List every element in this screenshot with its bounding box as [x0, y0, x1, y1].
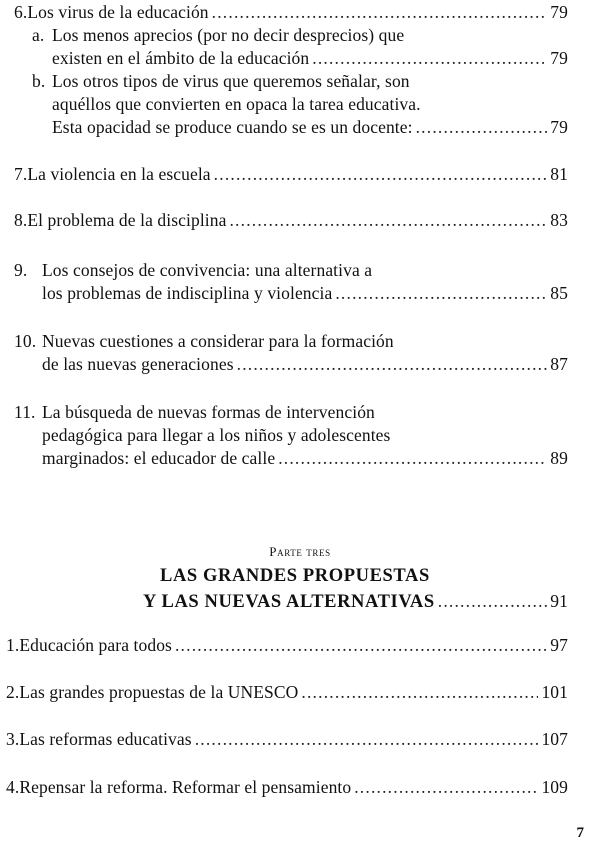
entry-title: Educación para todos [19, 635, 172, 655]
folio-page-number: 7 [576, 825, 584, 841]
entry-title-line2: los problemas de indisciplina y violencia [42, 283, 333, 303]
entry-title-line1: Nuevas cuestiones a considerar para la formación [42, 331, 394, 351]
entry-title: Los virus de la educación [27, 2, 209, 22]
entry-title-line1: Los menos aprecios (por no decir desprecios) que [52, 25, 405, 45]
dot-leader [438, 590, 548, 613]
dot-leader [278, 447, 547, 470]
page-number: 79 [550, 2, 568, 22]
entry-title-line2: aquéllos que convierten en opaca la tarea educativa. [52, 94, 421, 114]
entry-title-line2: de las nuevas generaciones [42, 354, 234, 374]
entry-number: 8. [14, 210, 28, 230]
entry-title: La violencia en la escuela [27, 164, 211, 184]
entry-number: 9. [14, 260, 28, 280]
entry-title-line1: Los otros tipos de virus que queremos señalar, son [52, 71, 410, 91]
entry-number: 10. [14, 331, 37, 351]
dot-leader [237, 353, 548, 376]
dot-leader [229, 209, 547, 232]
entry-number: 6. [14, 2, 28, 22]
entry-number: 1. [6, 635, 20, 655]
toc-entry-9 [14, 259, 568, 305]
dot-leader [354, 776, 538, 799]
toc-entry-p3 [6, 728, 568, 751]
entry-title: Repensar la reforma. Reformar el pensamiento [19, 777, 352, 797]
entry-number: 2. [6, 682, 20, 702]
entry-title-line3: marginados: el educador de calle [42, 448, 276, 468]
toc-entry-6 [14, 1, 568, 24]
page-number: 89 [550, 448, 568, 468]
toc-entry-6b [32, 70, 568, 139]
entry-label: a. [32, 25, 45, 45]
entry-title-line1: Los consejos de convivencia: una alternativa a [42, 260, 373, 280]
entry-title-line3: Esta opacidad se produce cuando se es un docente: [52, 117, 413, 137]
entry-title: Las grandes propuestas de la UNESCO [19, 682, 299, 702]
page-number: 101 [541, 682, 568, 702]
entry-number: 3. [6, 729, 20, 749]
entry-number: 11. [14, 402, 36, 422]
entry-title: Las reformas educativas [19, 729, 192, 749]
toc-entry-p2 [6, 681, 568, 704]
part-title-entry [143, 590, 568, 614]
dot-leader [335, 282, 547, 305]
dot-leader [301, 681, 538, 704]
page-number: 79 [550, 48, 568, 68]
entry-title-line2: existen en el ámbito de la educación [52, 48, 310, 68]
toc-entry-11 [14, 401, 568, 470]
page-number: 91 [550, 591, 568, 611]
toc-entry-8 [14, 209, 568, 232]
part-title-line2: Y LAS NUEVAS ALTERNATIVAS [143, 592, 435, 612]
toc-entry-6a [32, 24, 568, 70]
dot-leader [312, 47, 547, 70]
dot-leader [416, 116, 548, 139]
part-title-line1: LAS GRANDES PROPUESTAS [160, 566, 430, 586]
entry-number: 7. [14, 164, 28, 184]
page-number: 83 [550, 210, 568, 230]
page-number: 107 [541, 729, 568, 749]
toc-entry-p1 [6, 634, 568, 657]
page-number: 87 [550, 354, 568, 374]
dot-leader [212, 1, 548, 24]
entry-label: b. [32, 71, 46, 91]
toc-entry-7 [14, 163, 568, 186]
dot-leader [195, 728, 539, 751]
page-number: 81 [550, 164, 568, 184]
page-number: 85 [550, 283, 568, 303]
toc-entry-p4 [6, 776, 568, 799]
entry-title-line1: La búsqueda de nuevas formas de intervención [42, 402, 375, 422]
part-label: Parte tres [269, 544, 331, 559]
page-number: 109 [541, 777, 568, 797]
entry-title-line2: pedagógica para llegar a los niños y adolescentes [42, 425, 391, 445]
entry-number: 4. [6, 777, 20, 797]
toc-entry-10 [14, 330, 568, 376]
entry-title: El problema de la disciplina [27, 210, 227, 230]
page-number: 97 [550, 635, 568, 655]
dot-leader [214, 163, 548, 186]
page-number: 79 [550, 117, 568, 137]
dot-leader [175, 634, 547, 657]
